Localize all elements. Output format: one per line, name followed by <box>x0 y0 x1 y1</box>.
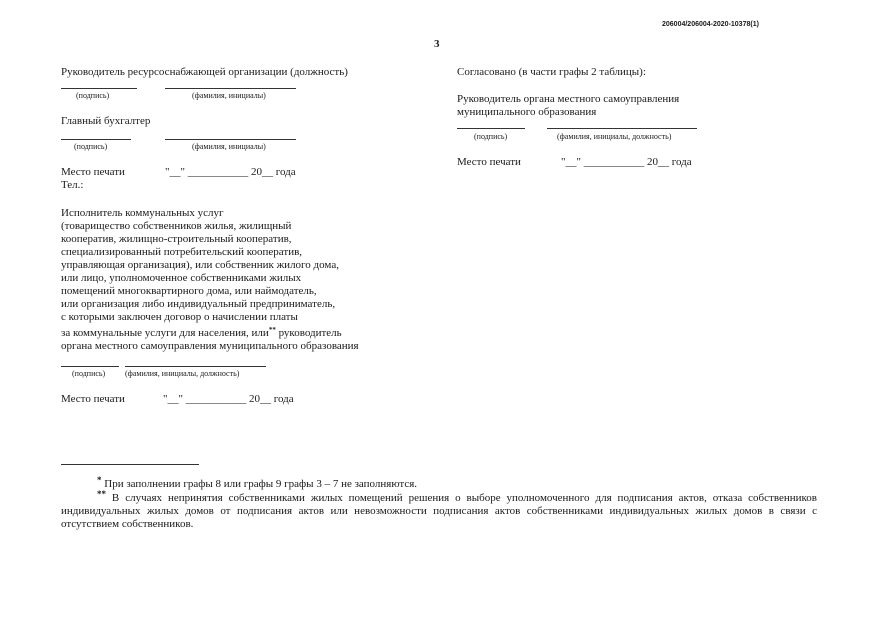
document-id: 206004/206004-2020-10378(1) <box>662 21 759 28</box>
executor-date-field: "__" ___________ 20__ года <box>163 393 294 405</box>
executor-name-line <box>125 366 266 367</box>
name-caption: (фамилия, инициалы) <box>192 91 266 100</box>
executor-line: управляющая организация), или собственник жилого дома, <box>61 259 339 271</box>
footnote-2 <box>61 488 817 531</box>
footnote-1-mark: * <box>97 475 102 485</box>
phone-label: Тел.: <box>61 179 84 191</box>
executor-block <box>61 207 359 353</box>
signature-caption: (подпись) <box>76 91 110 100</box>
executor-seal-place-label: Место печати <box>61 393 125 405</box>
footnote-mark: ** <box>268 326 276 334</box>
executor-line: или организация либо индивидуальный предприниматель, <box>61 298 336 310</box>
local-head-label <box>457 93 679 119</box>
agreed-label: Согласовано (в части графы 2 таблицы): <box>457 66 646 78</box>
local-head-line: муниципального образования <box>457 106 597 118</box>
rso-head-label: Руководитель ресурсоснабжающей организации (должность) <box>61 66 348 78</box>
executor-line: или лицо, уполномоченное собственниками жилых <box>61 272 302 284</box>
right-date-field: "__" ___________ 20__ года <box>561 156 692 168</box>
executor-name-caption: (фамилия, инициалы, должность) <box>125 369 240 378</box>
footnote-2-mark: ** <box>97 489 106 499</box>
local-head-line: Руководитель органа местного самоуправления <box>457 93 680 105</box>
signature-line <box>61 88 137 89</box>
accountant-signature-caption: (подпись) <box>74 142 108 151</box>
local-head-signature-caption: (подпись) <box>474 132 508 141</box>
executor-line: Исполнитель коммунальных услуг <box>61 207 224 219</box>
chief-accountant-label: Главный бухгалтер <box>61 115 151 127</box>
executor-line: с которыми заключен договор о начислении платы <box>61 311 298 323</box>
footnote-separator <box>61 464 199 465</box>
executor-text: за коммунальные услуги для населения, или <box>61 327 269 339</box>
executor-line: специализированный потребительский кооператив, <box>61 246 303 258</box>
footnote-1-text: При заполнении графы 8 или графы 9 графы 3 – 7 не заполняются. <box>101 478 418 490</box>
local-head-name-line <box>547 128 697 129</box>
date-field: "__" ___________ 20__ года <box>165 166 296 178</box>
executor-signature-line <box>61 366 119 367</box>
accountant-name-caption: (фамилия, инициалы) <box>192 142 266 151</box>
executor-line: (товарищество собственников жилья, жилищный <box>61 220 292 232</box>
executor-text: руководитель <box>275 327 342 339</box>
executor-line <box>61 324 359 340</box>
executor-line: помещений многоквартирного дома, или наймодатель, <box>61 285 317 297</box>
seal-place-label: Место печати <box>61 166 125 178</box>
local-head-signature-line <box>457 128 525 129</box>
right-seal-place-label: Место печати <box>457 156 521 168</box>
page-number: 3 <box>434 38 440 50</box>
footnote-2-text: В случаях непринятия собственниками жилых помещений решения о выборе уполномоченного для подписания актов, отказа собственников индивидуальных жилых домов от подписания актов или невозможности подписания актов собственниками индивидуальных жилых домов в связи с отсутствием собственников. <box>61 492 817 530</box>
accountant-signature-line <box>61 139 131 140</box>
name-line <box>165 88 296 89</box>
local-head-name-caption: (фамилия, инициалы, должность) <box>557 132 672 141</box>
executor-line: кооператив, жилищно-строительный кооператив, <box>61 233 292 245</box>
accountant-name-line <box>165 139 296 140</box>
executor-signature-caption: (подпись) <box>72 369 106 378</box>
executor-line: органа местного самоуправления муниципального образования <box>61 340 359 352</box>
